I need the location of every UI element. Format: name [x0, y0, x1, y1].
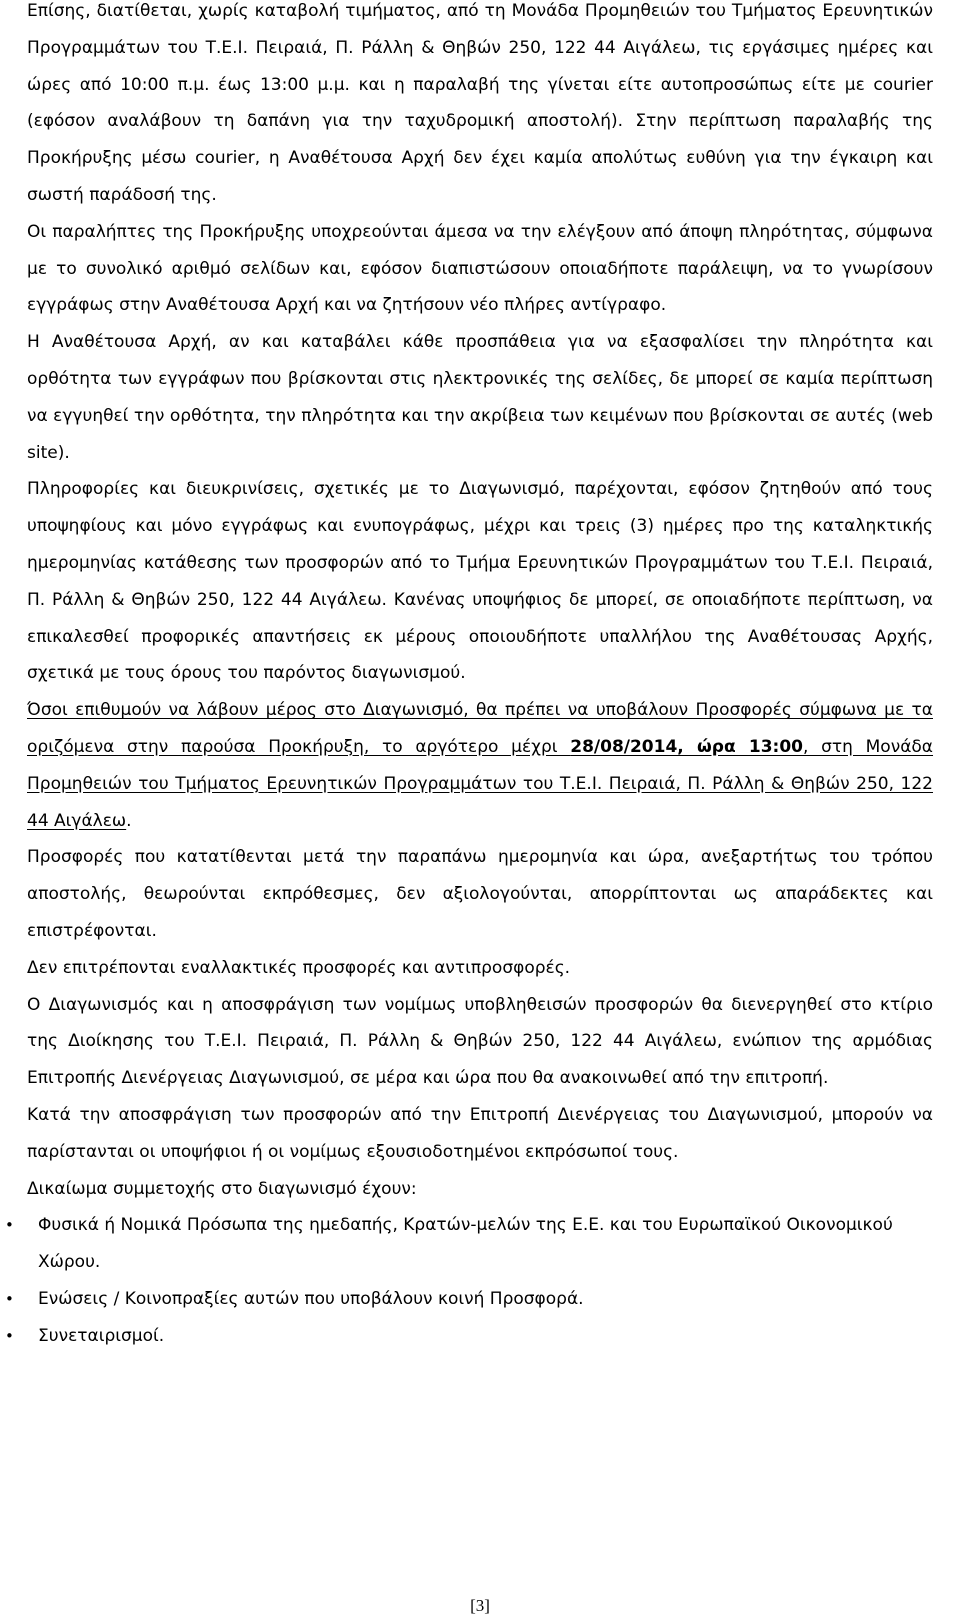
paragraph-opening-location: Ο Διαγωνισμός και η αποσφράγιση των νομίμως υποβληθεισών προσφορών θα διενεργηθεί στο κτίριο της Διοίκησης του Τ.Ε.Ι. Πειραιά, Π. Ράλλη & Θηβών 250, 122 44 Αιγάλεω, ενώπιον της αρμόδιας Επιτροπής Διενέργειας Διαγωνισμού, σε μέρα και ώρα που θα ανακοινωθεί από την επιτροπή. — [27, 994, 933, 1089]
bullet-icon: • — [5, 1326, 14, 1345]
paragraph-late-offers: Προσφορές που κατατίθενται μετά την παραπάνω ημερομηνία και ώρα, ανεξαρτήτως του τρόπου αποστολής, θεωρούνται εκπρόθεσμες, δεν αξιολογούνται, απορρίπτονται ως απαράδεκτες και επιστρέφονται. — [27, 847, 933, 941]
paragraph-no-alternatives: Δεν επιτρέπονται εναλλακτικές προσφορές και αντιπροσφορές. — [27, 957, 571, 978]
list-item-text: Συνεταιρισμοί. — [38, 1325, 165, 1346]
paragraph-availability: Επίσης, διατίθεται, χωρίς καταβολή τιμήματος, από τη Μονάδα Προμηθειών του Τμήματος Ερευνητικών Προγραμμάτων του Τ.Ε.Ι. Πειραιά, Π. Ράλλη & Θηβών 250, 122 44 Αιγάλεω, τις εργάσιμες ημέρες και ώρες από 10:00 π.μ. έως 13:00 μ.μ. και η παραλαβή της γίνεται είτε αυτοπροσώπως είτε με courier (εφόσον αναλάβουν τη δαπάνη για την ταχυδρομική αποστολή). Στην περίπτωση παραλαβής της Προκήρυξης μέσω courier, η Αναθέτουσα Αρχή δεν έχει καμία απολύτως ευθύνη για την έγκαιρη και σωστή παράδοσή της. — [27, 1, 933, 205]
list-item — [5, 1318, 933, 1355]
deadline-period: . — [126, 810, 132, 831]
paragraph-clarifications: Πληροφορίες και διευκρινίσεις, σχετικές με το Διαγωνισμό, παρέχονται, εφόσον ζητηθούν από τους υποψηφίους και μόνο εγγράφως και ενυπογράφως, μέχρι και τρεις (3) ημέρες προ της καταληκτικής ημερομηνίας κατάθεσης των προσφορών από το Τμήμα Ερευνητικών Προγραμμάτων του Τ.Ε.Ι. Πειραιά, Π. Ράλλη & Θηβών 250, 122 44 Αιγάλεω. Κανένας υποψήφιος δε μπορεί, σε οποιαδήποτε περίπτωση, να επικαλεσθεί προφορικές απαντήσεις εκ μέρους οποιουδήποτε υπαλλήλου της Αναθέτουσας Αρχής, σχετικά με τους όρους του παρόντος διαγωνισμού. — [27, 479, 933, 684]
page-number: [3] — [470, 1596, 490, 1615]
list-item — [5, 1207, 933, 1281]
eligibility-list — [5, 1207, 933, 1354]
paragraph-eligibility-heading: Δικαίωμα συμμετοχής στο διαγωνισμό έχουν: — [27, 1178, 417, 1199]
list-item — [5, 1281, 933, 1318]
list-item-text: Ενώσεις / Κοινοπραξίες αυτών που υποβάλουν κοινή Προσφορά. — [38, 1288, 584, 1309]
bullet-icon: • — [5, 1216, 14, 1235]
paragraph-completeness-check: Οι παραλήπτες της Προκήρυξης υποχρεούνται άμεσα να την ελέγξουν από άποψη πληρότητας, σύμφωνα με το συνολικό αριθμό σελίδων και, εφόσον διαπιστώσουν οποιαδήποτε παράλειψη, να το γνωρίσουν εγγράφως στην Αναθέτουσα Αρχή και να ζητήσουν νέο πλήρες αντίγραφο. — [27, 221, 933, 316]
paragraph-submission-deadline — [27, 692, 933, 839]
deadline-text-after: , στη Μονάδα Προμηθειών του Τμήματος Ερευνητικών Προγραμμάτων του Τ.Ε.Ι. Πειραιά, Π. Ράλλη & Θηβών 250, 122 44 Αιγάλεω — [27, 736, 934, 831]
document-body — [5, 0, 934, 1354]
paragraph-website-disclaimer: Η Αναθέτουσα Αρχή, αν και καταβάλει κάθε προσπάθεια για να εξασφαλίσει την πληρότητα και ορθότητα των εγγράφων που βρίσκονται στις ηλεκτρονικές της σελίδες, δε μπορεί σε καμία περίπτωση να εγγυηθεί την ορθότητα, την πληρότητα και την ακρίβεια των κειμένων που βρίσκονται σε αυτές (web site). — [27, 332, 933, 463]
paragraph-attendance: Κατά την αποσφράγιση των προσφορών από την Επιτροπή Διενέργειας του Διαγωνισμού, μπορούν να παρίστανται οι υποψήφιοι ή οι νομίμως εξουσιοδοτημένοι εκπρόσωποί τους. — [27, 1104, 933, 1162]
deadline-text-before: Όσοι επιθυμούν να λάβουν μέρος στο Διαγωνισμό, θα πρέπει να υποβάλουν Προσφορές σύμφωνα με τα οριζόμενα στην παρούσα Προκήρυξη, το αργότερο μέχρι — [27, 700, 933, 757]
deadline-date: 28/08/2014, ώρα 13:00 — [570, 736, 803, 757]
list-item-text: Φυσικά ή Νομικά Πρόσωπα της ημεδαπής, Κρατών-μελών της Ε.Ε. και του Ευρωπαϊκού Οικονομικού Χώρου. — [38, 1215, 893, 1273]
bullet-icon: • — [5, 1289, 14, 1308]
